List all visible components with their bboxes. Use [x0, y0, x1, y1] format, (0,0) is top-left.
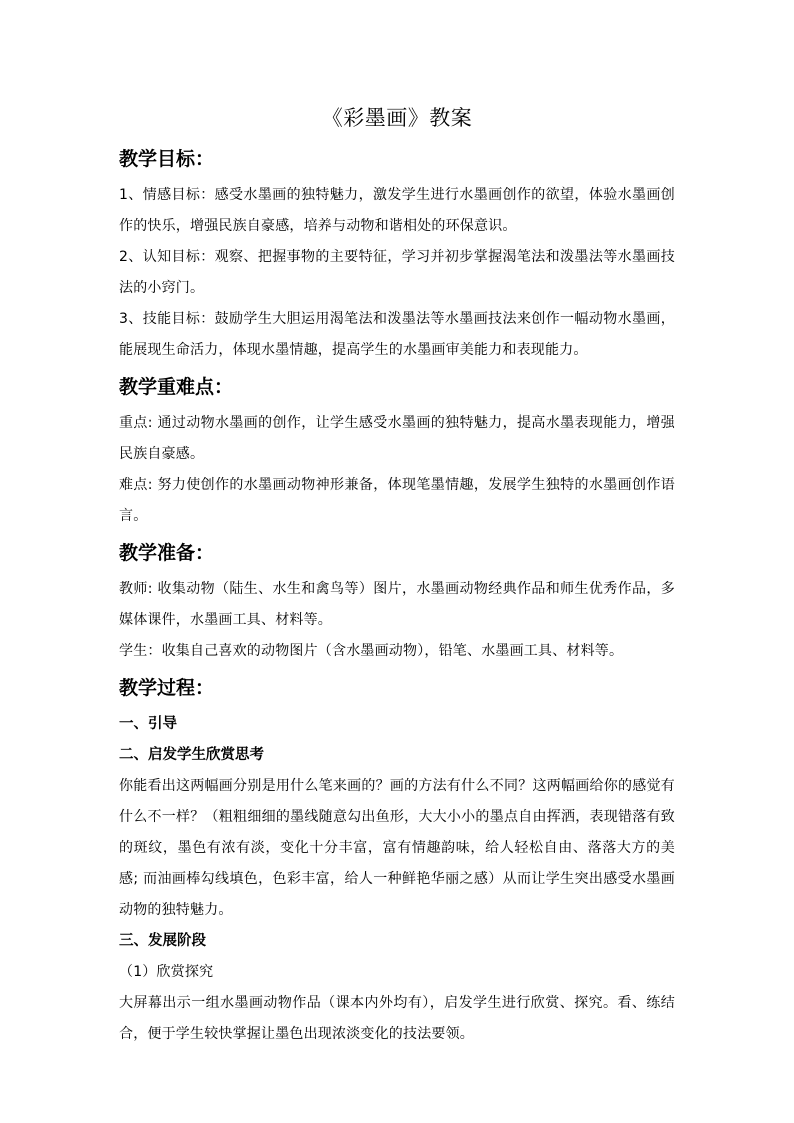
section-heading-key-points: 教学重难点： [119, 376, 234, 398]
process-step-appreciation-text: 你能看出这两幅画分别是用什么笔来画的？画的方法有什么不同？这两幅画给你的感觉有什么不一样？（粗粗细细的墨线随意勾出鱼形，大大小小的墨点自由挥洒，表现错落有致的斑纹，墨色有浓有淡，变化十分丰富，富有情趣韵味，给人轻松自由、落落大方的美感; 而油画棒勾线填色，色彩丰富，给人一种鲜艳华丽之感）从而让学生突出感受水墨画动物的独特魅力。 [119, 778, 675, 918]
process-step-guide: 一、引导 [119, 716, 177, 732]
process-step-development-sub: （1）欣赏探究 [119, 964, 214, 980]
section-heading-process: 教学过程： [119, 677, 215, 699]
process-step-development: 三、发展阶段 [119, 933, 206, 949]
document-title: 《彩墨画》教案 [321, 106, 473, 130]
key-point: 重点: 通过动物水墨画的创作，让学生感受水墨画的独特魅力，提高水墨表现能力，增强民族自豪感。 [119, 415, 675, 462]
process-step-development-text: 大屏幕出示一组水墨画动物作品（课本内外均有），启发学生进行欣赏、探究。看、练结合，便于学生较快掌握让墨色出现浓淡变化的技法要领。 [119, 995, 675, 1042]
section-heading-objectives: 教学目标： [119, 148, 215, 170]
objective-cognition: 2、认知目标：观察、把握事物的主要特征，学习并初步掌握渴笔法和泼墨法等水墨画技法的小窍门。 [119, 249, 675, 296]
objective-emotion: 1、情感目标：感受水墨画的独特魅力，激发学生进行水墨画创作的欲望，体验水墨画创作的快乐，增强民族自豪感，培养与动物和谐相处的环保意识。 [119, 187, 675, 234]
preparation-student: 学生：收集自己喜欢的动物图片（含水墨画动物），铅笔、水墨画工具、材料等。 [119, 643, 624, 659]
difficult-point: 难点: 努力使创作的水墨画动物神形兼备，体现笔墨情趣，发展学生独特的水墨画创作语言。 [119, 477, 675, 524]
process-step-appreciation: 二、启发学生欣赏思考 [119, 747, 264, 763]
objective-skill: 3、技能目标：鼓励学生大胆运用渴笔法和泼墨法等水墨画技法来创作一幅动物水墨画，能展现生命活力，体现水墨情趣，提高学生的水墨画审美能力和表现能力。 [119, 311, 675, 358]
document-page [119, 96, 675, 1050]
preparation-teacher: 教师: 收集动物（陆生、水生和禽鸟等）图片，水墨画动物经典作品和师生优秀作品，多媒体课件，水墨画工具、材料等。 [119, 581, 675, 628]
section-heading-preparation: 教学准备： [119, 542, 215, 564]
